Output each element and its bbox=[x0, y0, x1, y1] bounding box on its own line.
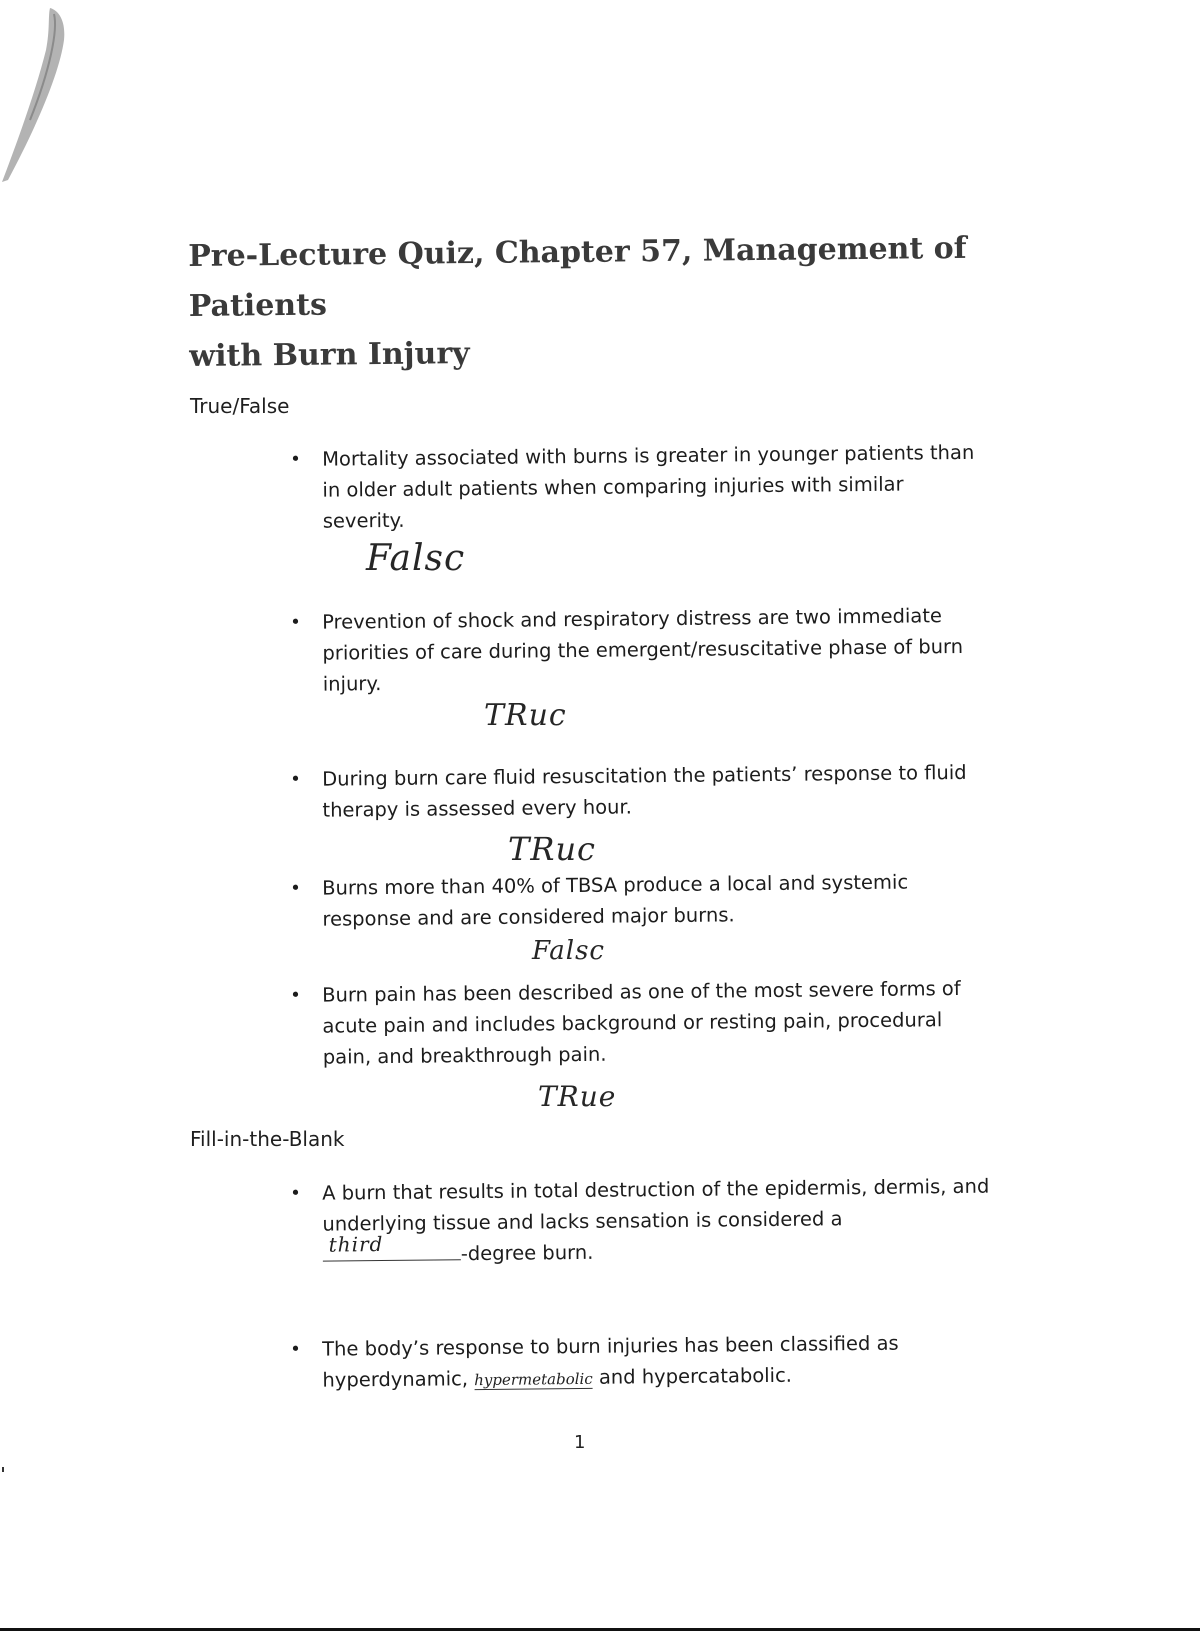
bullet: • bbox=[290, 448, 301, 470]
scan-edge-mark bbox=[2, 1467, 4, 1472]
pen-stroke-mark bbox=[0, 0, 80, 190]
question-text bbox=[322, 1327, 991, 1396]
handwritten-answer-4: Falsc bbox=[532, 936, 605, 966]
question-text bbox=[322, 1171, 991, 1271]
section-heading-fill-in-the-blank: Fill-in-the-Blank bbox=[190, 1127, 345, 1151]
handwritten-answer-3: TRuc bbox=[508, 830, 596, 868]
scan-bottom-edge bbox=[0, 1628, 1200, 1631]
fill-in-question-1 bbox=[290, 1171, 991, 1271]
question-text-after: and hypercatabolic. bbox=[598, 1363, 793, 1389]
page-number: 1 bbox=[574, 1432, 586, 1453]
bullet: • bbox=[290, 768, 301, 790]
handwritten-answer-2: TRuc bbox=[484, 698, 567, 733]
handwritten-answer-1: Falsc bbox=[366, 538, 466, 579]
section-heading-true-false: True/False bbox=[190, 394, 290, 418]
tf-question-1 bbox=[290, 437, 991, 537]
question-text: Burn pain has been described as one of the most severe forms of acute pain and includes background or resting pain, procedural pain, and breakthrough pain. bbox=[322, 976, 961, 1069]
handwritten-blank-answer-2: hypermetabolic bbox=[474, 1369, 593, 1390]
answer-blank bbox=[323, 1232, 461, 1261]
tf-question-2 bbox=[290, 600, 991, 700]
question-text: Mortality associated with burns is greater in younger patients than in older adult patients when comparing injuries with similar severity. bbox=[322, 440, 975, 533]
question-text-before: A burn that results in total destruction of the epidermis, dermis, and underlying tissue and lacks sensation is considered a bbox=[322, 1174, 990, 1236]
title-line-2: with Burn Injury bbox=[189, 336, 470, 374]
question-text-before: The body’s response to burn injuries has been classified as hyperdynamic, bbox=[322, 1331, 899, 1392]
bullet: • bbox=[290, 611, 301, 633]
handwritten-answer-5: TRue bbox=[538, 1080, 617, 1113]
page-title bbox=[188, 224, 970, 382]
bullet: • bbox=[290, 877, 301, 899]
question-text: During burn care fluid resuscitation the patients’ response to fluid therapy is assessed every hour. bbox=[322, 760, 967, 822]
title-line-1: Pre-Lecture Quiz, Chapter 57, Management of Patients bbox=[188, 230, 967, 324]
bullet: • bbox=[290, 984, 301, 1006]
tf-question-4 bbox=[290, 866, 991, 935]
bullet: • bbox=[290, 1182, 301, 1204]
question-text-after: -degree burn. bbox=[460, 1240, 594, 1266]
bullet: • bbox=[290, 1338, 301, 1360]
handwritten-blank-answer-1: third bbox=[328, 1232, 384, 1257]
fill-in-question-2 bbox=[290, 1327, 991, 1396]
tf-question-5 bbox=[290, 973, 991, 1073]
tf-question-3 bbox=[290, 757, 991, 826]
question-text: Prevention of shock and respiratory distress are two immediate priorities of care during the emergent/resuscitative phase of burn injury. bbox=[322, 604, 964, 696]
question-text: Burns more than 40% of TBSA produce a local and systemic response and are considered major burns. bbox=[322, 870, 909, 931]
